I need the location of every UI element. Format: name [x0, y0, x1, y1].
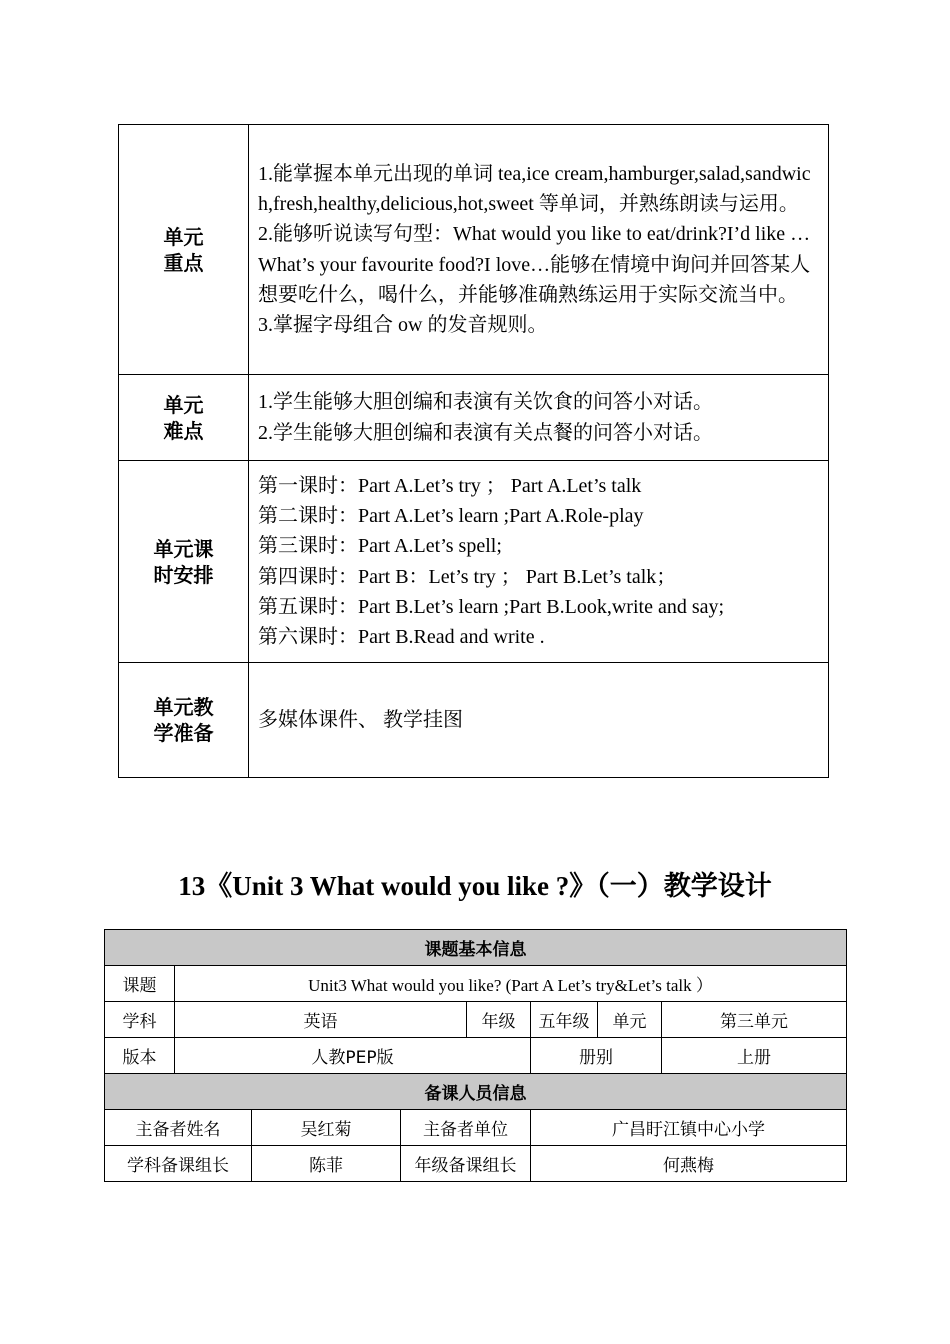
subject-label: 学科: [105, 1002, 175, 1038]
unit-schedule-label: [119, 461, 249, 663]
text-line: 2.学生能够大胆创编和表演有关点餐的问答小对话。: [258, 421, 713, 444]
label-line: 单元教: [153, 695, 214, 719]
unit-preparation-row: [119, 663, 829, 778]
section-header-row: [105, 930, 847, 966]
grade-label: 年级: [467, 1002, 531, 1038]
section-header-staff-info: 备课人员信息: [105, 1074, 847, 1110]
grade-leader-label: 年级备课组长: [401, 1146, 531, 1182]
topic-row: [105, 966, 847, 1002]
label-line: 单元: [163, 224, 204, 249]
label-line: 单元课: [153, 536, 214, 561]
section-header-row: [105, 1074, 847, 1110]
lead-unit-label: 主备者单位: [401, 1110, 531, 1146]
text-line: 第六课时：Part B.Read and write .: [258, 625, 545, 648]
unit-key-points-row: [119, 125, 829, 375]
edition-value: 人教PEP版: [175, 1038, 531, 1074]
unit-difficulties-row: [119, 375, 829, 461]
text-line: 第一课时：Part A.Let’s try ； Part A.Let’s talk: [258, 474, 642, 497]
text-line: 第三课时：Part A.Let’s spell;: [258, 535, 502, 558]
unit-difficulties-label: [119, 375, 249, 461]
text-line: 1.学生能够大胆创编和表演有关饮食的问答小对话。: [258, 391, 713, 414]
label-line: 单元: [163, 392, 204, 417]
lead-name-value: 吴红菊: [252, 1110, 401, 1146]
label-line: 重点: [163, 250, 204, 275]
label-line: 时安排: [153, 562, 214, 587]
label-line: 难点: [163, 418, 204, 443]
grade-value: 五年级: [531, 1002, 598, 1038]
unit-difficulties-content: [249, 375, 829, 461]
unit-preparation-label: [119, 663, 249, 778]
subject-row: [105, 1002, 847, 1038]
edition-row: [105, 1038, 847, 1074]
unit-overview-table: [118, 124, 829, 778]
subject-leader-value: 陈菲: [252, 1146, 401, 1182]
unit-key-points-label: [119, 125, 249, 375]
topic-label: 课题: [105, 966, 175, 1002]
title-prefix: 13《Unit 3 What would you like ?》: [178, 871, 597, 901]
unit-value: 第三单元: [662, 1002, 847, 1038]
subject-value: 英语: [175, 1002, 467, 1038]
title-suffix: （一）教学设计: [596, 871, 772, 902]
section-header-basic-info: 课题基本信息: [105, 930, 847, 966]
unit-schedule-row: [119, 461, 829, 663]
subject-leader-label: 学科备课组长: [105, 1146, 252, 1182]
topic-value: Unit3 What would you like? (Part A Let’s try&Let’s talk ）: [175, 966, 847, 1002]
lead-row: [105, 1110, 847, 1146]
document-title: [0, 866, 950, 907]
lead-name-label: 主备者姓名: [105, 1110, 252, 1146]
text-line: 2.能够听说读写句型：What would you like to eat/drink?I’d like …What’s your favourite food?I love…能够在情境中询问并回答某人想要吃什么，喝什么，并能够准确熟练运用于实际交流当中。: [258, 223, 811, 306]
label-line: 学准备: [153, 721, 214, 745]
lesson-info-table: [104, 929, 847, 1182]
grade-leader-value: 何燕梅: [531, 1146, 847, 1182]
unit-schedule-content: [249, 461, 829, 663]
unit-label: 单元: [598, 1002, 662, 1038]
text-line: 1.能掌握本单元出现的单词 tea,ice cream,hamburger,salad,sandwich,fresh,healthy,delicious,hot,sweet 等单词，并熟练朗读与运用。: [258, 162, 811, 216]
text-line: 3.掌握字母组合 ow 的发音规则。: [258, 313, 548, 336]
unit-key-points-content: [249, 125, 829, 375]
text-line: 第五课时：Part B.Let’s learn ;Part B.Look,write and say;: [258, 595, 725, 618]
text-line: 多媒体课件、 教学挂图: [258, 708, 463, 731]
volume-label: 册别: [531, 1038, 662, 1074]
unit-preparation-content: [249, 663, 829, 778]
text-line: 第四课时：Part B：Let’s try ； Part B.Let’s talk；: [258, 565, 677, 588]
edition-label: 版本: [105, 1038, 175, 1074]
volume-value: 上册: [662, 1038, 847, 1074]
text-line: 第二课时：Part A.Let’s learn ;Part A.Role-play: [258, 505, 644, 528]
leader-row: [105, 1146, 847, 1182]
lead-unit-value: 广昌盱江镇中心小学: [531, 1110, 847, 1146]
